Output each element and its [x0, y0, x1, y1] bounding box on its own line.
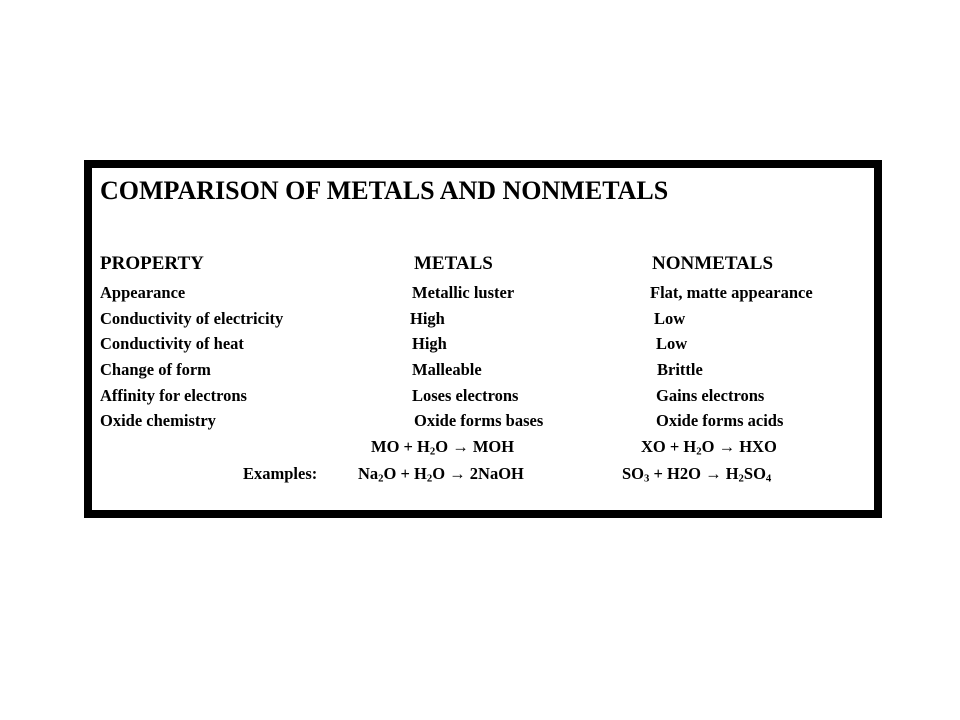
row-property: Affinity for electrons [100, 386, 247, 405]
examples-label: Examples: [243, 464, 318, 483]
nonmetal-general-equation: XO + $H_2O$ → HXO [641, 437, 777, 458]
row-nonmetals: Brittle [657, 360, 703, 379]
row-property: Oxide chemistry [100, 411, 216, 430]
row-metals: High [410, 309, 445, 328]
row-nonmetals: Flat, matte appearance [650, 283, 813, 302]
header-nonmetals: NONMETALS [652, 253, 774, 274]
row-nonmetals: Oxide forms acids [656, 411, 784, 430]
row-property: Conductivity of heat [100, 334, 244, 353]
row-metals: Malleable [412, 360, 482, 379]
row-metals: Oxide forms bases [414, 411, 544, 430]
row-nonmetals: Low [654, 309, 686, 328]
row-metals: Loses electrons [412, 386, 519, 405]
metal-general-equation: MO + $H_2O$ → MOH [371, 437, 515, 458]
row-nonmetals: Low [656, 334, 688, 353]
row-metals: Metallic luster [412, 283, 515, 302]
row-nonmetals: Gains electrons [656, 386, 765, 405]
row-property: Appearance [100, 283, 186, 302]
row-property: Change of form [100, 360, 211, 379]
nonmetal-example-equation: $SO_3 + H2O \to H_2SO_4$ [622, 464, 772, 485]
page-title: COMPARISON OF METALS AND NONMETALS [100, 176, 669, 205]
row-metals: High [412, 334, 447, 353]
metal-example-equation: $Na_2O + H_2O$ → 2NaOH [358, 464, 524, 485]
header-property: PROPERTY [100, 253, 204, 274]
header-metals: METALS [414, 253, 493, 274]
row-property: Conductivity of electricity [100, 309, 284, 328]
